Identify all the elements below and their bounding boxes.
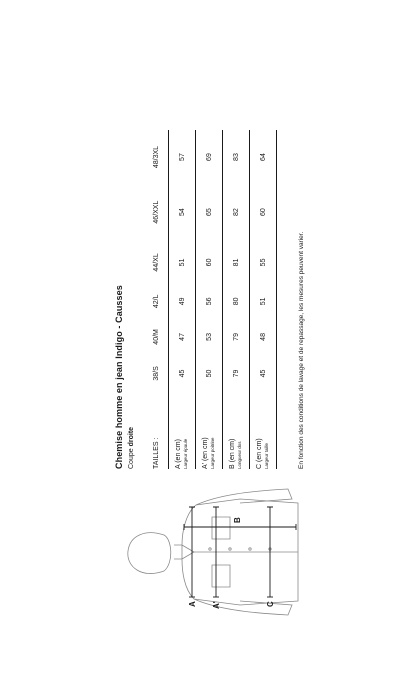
measurement-name: B (en cm) (229, 438, 236, 469)
sizes-header-label: TAILLES : (144, 391, 169, 469)
table-cell: 45 (250, 356, 277, 391)
label-c: C (266, 601, 275, 607)
size-col-header: 44/XL (144, 240, 169, 285)
size-col-header: 42/L (144, 285, 169, 318)
table-cell: 82 (223, 184, 250, 240)
table-cell: 55 (250, 240, 277, 285)
measurement-name: C (en cm) (256, 438, 263, 469)
cut-line (128, 427, 135, 469)
table-cell: 51 (250, 285, 277, 318)
table-cell: 57 (169, 130, 196, 184)
table-cell: 53 (196, 318, 223, 356)
measurement-name: A (en cm) (175, 439, 182, 469)
shirt-measurement-figure (120, 479, 310, 649)
measurement-label (223, 391, 250, 469)
table-cell: 79 (223, 318, 250, 356)
product-title: Chemise homme en jean Indigo - Causses (114, 285, 124, 469)
measurement-label (250, 391, 277, 469)
measurement-label (196, 391, 223, 469)
cut-label: Coupe (128, 448, 135, 469)
table-cell: 49 (169, 285, 196, 318)
size-table (144, 130, 277, 469)
table-cell: 69 (196, 130, 223, 184)
measurement-label (169, 391, 196, 469)
table-row (223, 130, 250, 469)
cut-value: droite (128, 426, 135, 447)
table-cell: 47 (169, 318, 196, 356)
table-cell: 51 (169, 240, 196, 285)
table-cell: 60 (250, 184, 277, 240)
measurement-disclaimer: En fonction des conditions de lavage et de repassage, les mesures peuvent varier. (298, 231, 305, 469)
table-cell: 48 (250, 318, 277, 356)
size-col-header: 40/M (144, 318, 169, 356)
table-cell: 50 (196, 356, 223, 391)
table-cell: 65 (196, 184, 223, 240)
table-cell: 45 (169, 356, 196, 391)
table-cell: 54 (169, 184, 196, 240)
table-row (196, 130, 223, 469)
size-col-header: 46/XXL (144, 184, 169, 240)
label-a-prime: A' (212, 601, 221, 609)
table-row (169, 130, 196, 469)
size-col-header: 48/3XL (144, 130, 169, 184)
table-cell: 83 (223, 130, 250, 184)
table-cell: 64 (250, 130, 277, 184)
size-header-row (144, 130, 169, 469)
model-wearing-shirt-illustration (120, 479, 310, 649)
measurement-description: Largeur épaule (183, 438, 188, 469)
table-cell: 80 (223, 285, 250, 318)
measurement-description: Longueur dos (237, 441, 242, 469)
size-col-header: 38/S (144, 356, 169, 391)
table-row (250, 130, 277, 469)
measurement-description: Largeur poitrine (210, 437, 215, 469)
measurement-description: Largeur taille (264, 442, 269, 469)
measurement-name: A' (en cm) (202, 437, 209, 469)
label-a: A (188, 601, 197, 607)
table-cell: 81 (223, 240, 250, 285)
table-cell: 60 (196, 240, 223, 285)
label-b: B (233, 517, 242, 523)
table-cell: 79 (223, 356, 250, 391)
table-cell: 56 (196, 285, 223, 318)
